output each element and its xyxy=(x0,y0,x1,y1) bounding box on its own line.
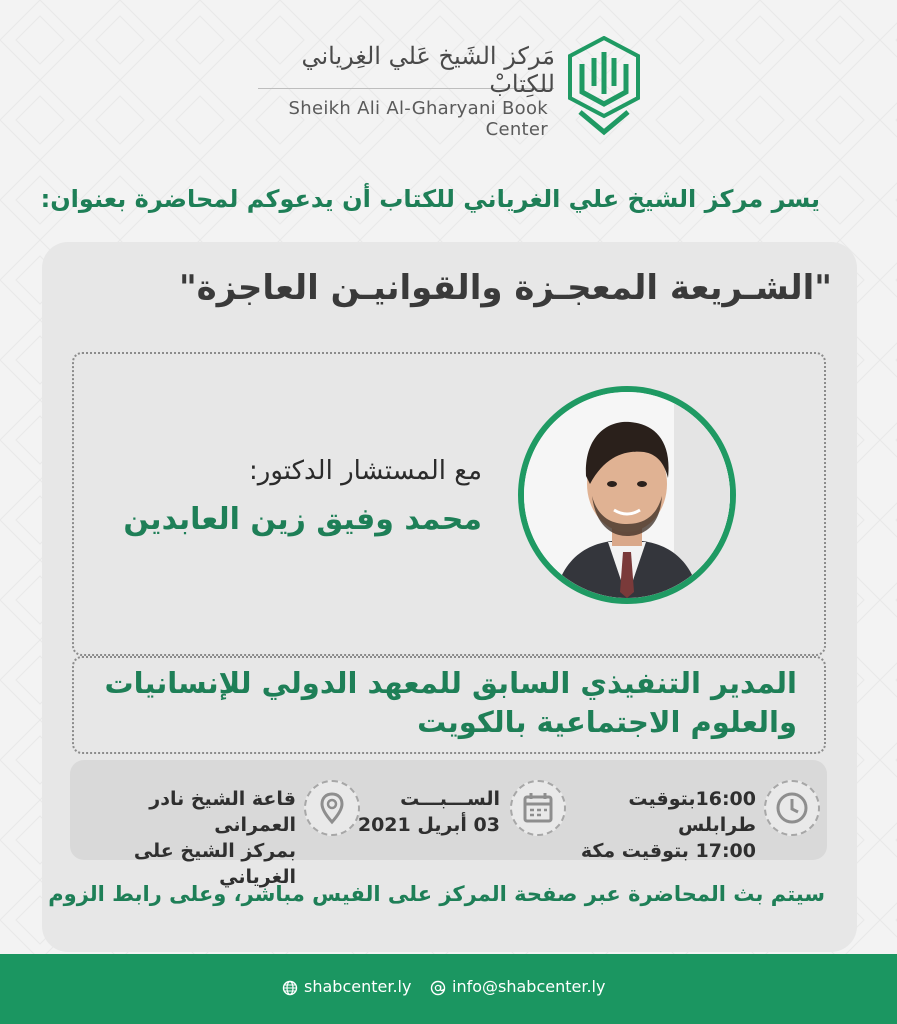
at-sign-icon xyxy=(430,980,446,996)
globe-icon xyxy=(282,980,298,996)
invitation-text: يسر مركز الشيخ علي الغرياني للكتاب أن يدعوكم لمحاضرة بعنوان: xyxy=(40,185,820,213)
calendar-icon xyxy=(510,780,566,836)
speaker-portrait-icon xyxy=(524,392,730,598)
logo-english-name: Sheikh Ali Al-Gharyani Book Center xyxy=(288,98,548,140)
venue-hall: قاعة الشيخ نادر العمرانى xyxy=(149,788,296,836)
event-venue xyxy=(80,786,296,890)
role-line-1: المدير التنفيذي السابق للمعهد الدولي للإنسانيات xyxy=(104,666,797,700)
speaker-name: محمد وفيق زين العابدين xyxy=(123,502,482,537)
role-line-2: والعلوم الاجتماعية بالكويت xyxy=(417,705,797,739)
speaker-photo xyxy=(518,386,736,604)
event-date xyxy=(340,786,500,838)
logo-arabic-name: مَركز الشَيخ عَلي الغِرياني للكِتابْ xyxy=(301,42,555,98)
footer-bar xyxy=(0,954,897,1024)
email-link[interactable]: info@shabcenter.ly xyxy=(452,977,606,996)
event-date-value: 03 أبريل 2021 xyxy=(357,814,500,836)
event-time xyxy=(560,786,756,864)
event-day: الســـبـــت xyxy=(400,788,500,810)
speaker-role xyxy=(82,664,797,742)
time-mecca: 17:00 بتوقيت مكة xyxy=(580,840,756,862)
center-logo-icon xyxy=(568,36,640,140)
clock-icon xyxy=(764,780,820,836)
time-tripoli: 16:00بتوقيت طرابلس xyxy=(628,788,756,836)
speaker-label: مع المستشار الدكتور: xyxy=(249,456,482,486)
lecture-title: "الشـريعة المعجـزة والقوانيـن العاجزة" xyxy=(178,268,832,308)
stream-note: سيتم بث المحاضرة عبر صفحة المركز على الفيس مباشر، وعلى رابط الزوم xyxy=(48,882,825,906)
venue-center: بمركز الشيخ على الغرياني xyxy=(133,840,296,888)
location-pin-icon xyxy=(304,780,360,836)
website-link[interactable]: shabcenter.ly xyxy=(304,977,412,996)
